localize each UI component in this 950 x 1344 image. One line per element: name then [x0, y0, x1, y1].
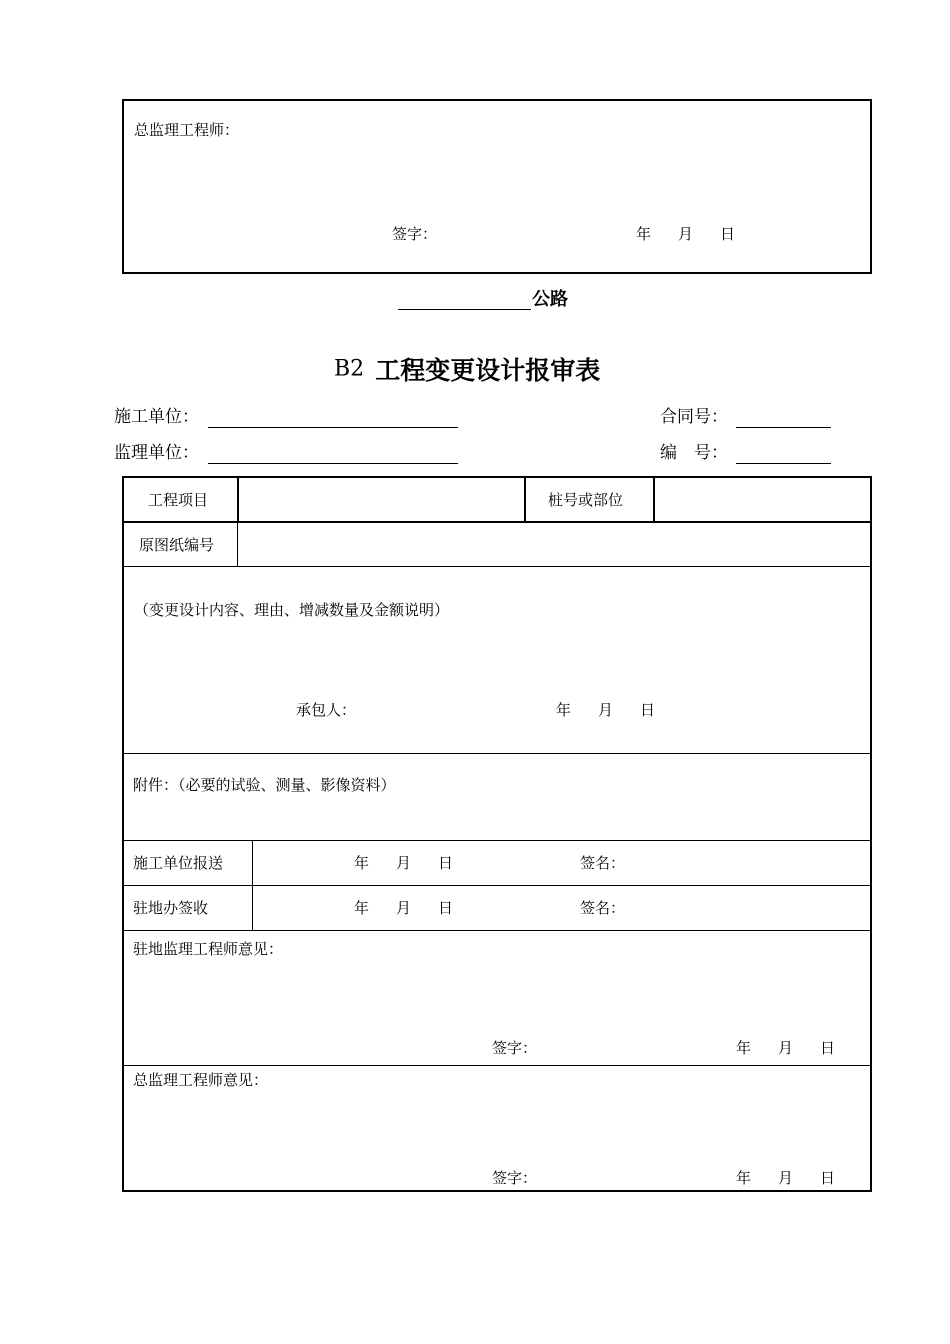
form-title [334, 351, 600, 387]
row-divider [123, 1065, 871, 1066]
month-label: 月 [396, 899, 412, 917]
month-label: 月 [396, 854, 412, 872]
row-divider [123, 930, 871, 931]
drawing-no-field[interactable] [240, 524, 869, 564]
chief-engineer-label: 总监理工程师： [134, 121, 240, 139]
signature-label: 签字： [492, 1039, 538, 1057]
year-label: 年 [354, 854, 370, 872]
supervisor-unit-field[interactable] [208, 463, 458, 464]
day-label: 日 [438, 899, 454, 917]
signature-label: 签字： [492, 1169, 538, 1187]
day-label: 日 [820, 1039, 836, 1057]
col-divider [252, 840, 253, 930]
row-divider [123, 521, 871, 523]
year-label: 年 [354, 899, 370, 917]
day-label: 日 [640, 701, 656, 719]
supervisor-unit-label: 监理单位： [114, 443, 199, 463]
road-name-blank[interactable] [398, 309, 531, 310]
form-code: B2 [334, 356, 365, 382]
month-label: 月 [778, 1039, 794, 1057]
station-label: 桩号或部位 [548, 491, 624, 509]
resident-opinion-label: 驻地监理工程师意见： [133, 940, 284, 958]
month-label: 月 [598, 701, 614, 719]
signature-label: 签字： [392, 225, 438, 243]
serial-no-field[interactable] [736, 463, 831, 464]
change-description-label: （变更设计内容、理由、增减数量及金额说明） [134, 601, 450, 619]
project-label: 工程项目 [148, 491, 209, 509]
day-label: 日 [820, 1169, 836, 1187]
col-divider [653, 477, 655, 522]
year-label: 年 [636, 225, 652, 243]
col-divider [524, 477, 526, 522]
station-field[interactable] [656, 478, 869, 520]
contractor-unit-field[interactable] [208, 427, 458, 428]
row-divider [123, 753, 871, 754]
project-field[interactable] [240, 478, 523, 520]
month-label: 月 [678, 225, 694, 243]
col-divider [237, 477, 239, 522]
day-label: 日 [720, 225, 736, 243]
year-label: 年 [736, 1039, 752, 1057]
sign-name-label: 签名： [580, 899, 626, 917]
submit-label: 施工单位报送 [133, 854, 224, 872]
row-divider [123, 840, 871, 841]
month-label: 月 [778, 1169, 794, 1187]
road-suffix: 公路 [532, 289, 568, 310]
contractor-unit-label: 施工单位： [114, 407, 199, 427]
chief-opinion-label: 总监理工程师意见： [133, 1071, 269, 1089]
receive-label: 驻地办签收 [133, 899, 209, 917]
contract-no-field[interactable] [736, 427, 831, 428]
day-label: 日 [438, 854, 454, 872]
col-divider [237, 522, 238, 566]
drawing-no-label: 原图纸编号 [139, 536, 215, 554]
form-name: 工程变更设计报审表 [375, 356, 601, 385]
serial-no-label: 编 号： [660, 443, 728, 463]
contractor-person-label: 承包人： [296, 701, 357, 719]
row-divider [123, 885, 871, 886]
sign-name-label: 签名： [580, 854, 626, 872]
row-divider [123, 566, 871, 567]
contract-no-label: 合同号： [660, 407, 728, 427]
year-label: 年 [736, 1169, 752, 1187]
attachment-label: 附件：（必要的试验、测量、影像资料） [133, 776, 396, 794]
year-label: 年 [556, 701, 572, 719]
